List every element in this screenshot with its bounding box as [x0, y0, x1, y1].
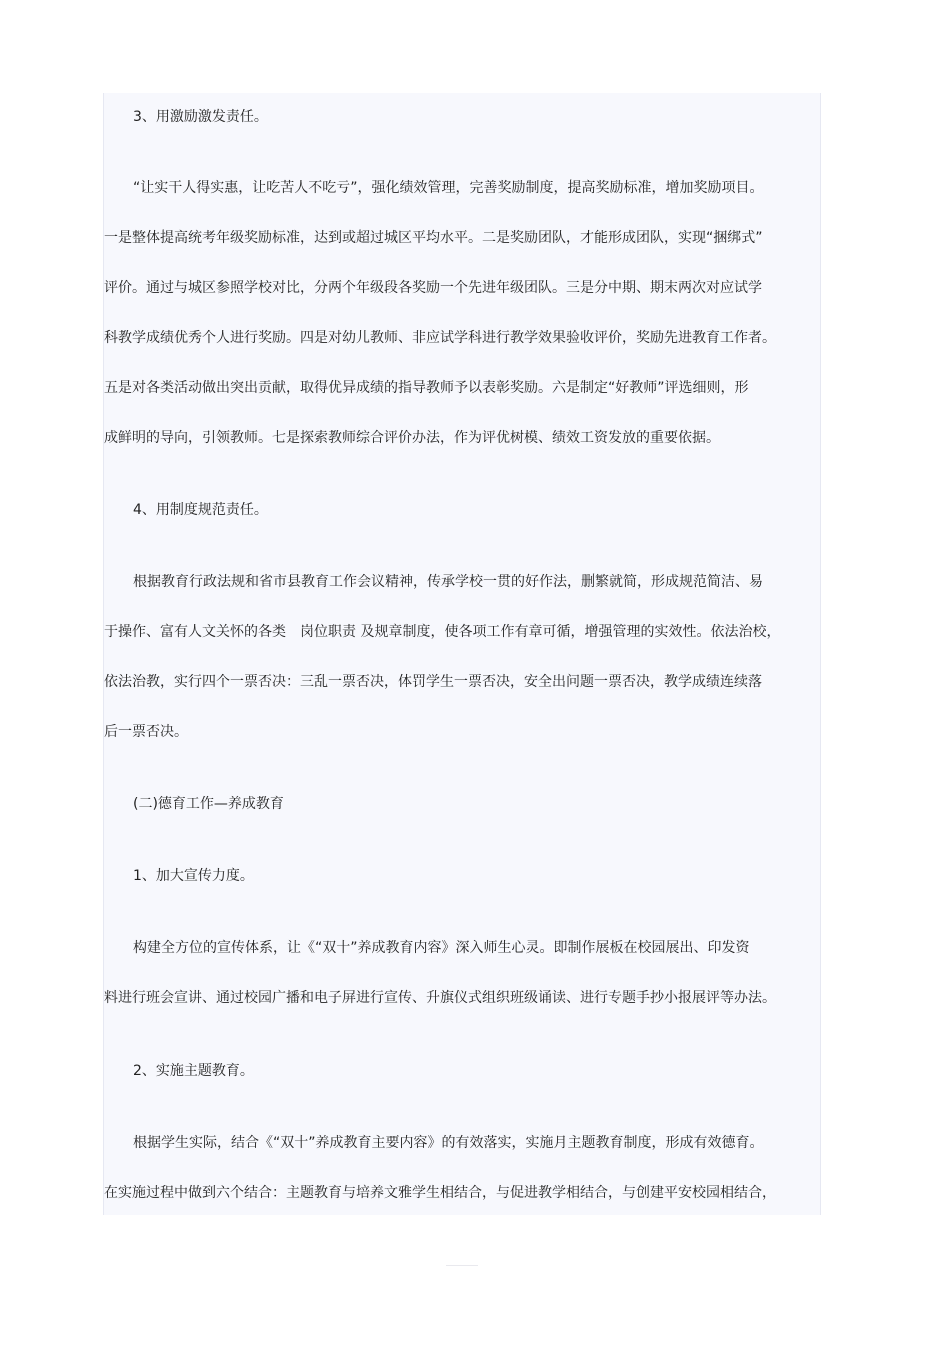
- paragraph-line: 依法治教，实行四个一票否决：三乱一票否决，体罚学生一票否决，安全出问题一票否决，教学成绩连续落: [104, 674, 762, 690]
- paragraph-line: 根据学生实际，结合《“双十”养成教育主要内容》的有效落实，实施月主题教育制度，形成有效德育。: [133, 1135, 764, 1151]
- paragraph-line: 构建全方位的宣传体系，让《“双十”养成教育内容》深入师生心灵。即制作展板在校园展出、印发资: [133, 940, 750, 956]
- page-footer-mark: [446, 1265, 478, 1266]
- section-heading-theme-education: 2、实施主题教育。: [133, 1063, 254, 1079]
- document-page: [103, 93, 821, 1215]
- paragraph-line: “让实干人得实惠，让吃苦人不吃亏”，强化绩效管理，完善奖励制度，提高奖励标准，增加奖励项目。: [133, 180, 764, 196]
- paragraph-line: 在实施过程中做到六个结合：主题教育与培养文雅学生相结合，与促进教学相结合，与创建平安校园相结合，: [104, 1185, 776, 1201]
- paragraph-line: 根据教育行政法规和省市县教育工作会议精神，传承学校一贯的好作法，删繁就简，形成规范简洁、易: [133, 574, 763, 590]
- paragraph-line: 一是整体提高统考年级奖励标准，达到或超过城区平均水平。二是奖励团队，才能形成团队，实现“捆绑式”: [104, 230, 763, 246]
- paragraph-line: 成鲜明的导向，引领教师。七是探索教师综合评价办法，作为评优树模、绩效工资发放的重要依据。: [104, 430, 720, 446]
- paragraph-line: 五是对各类活动做出突出贡献，取得优异成绩的指导教师予以表彰奖励。六是制定“好教师”评选细则，形: [104, 380, 749, 396]
- paragraph-line: 后一票否决。: [104, 724, 188, 740]
- paragraph-line: 料进行班会宣讲、通过校园广播和电子屏进行宣传、升旗仪式组织班级诵读、进行专题手抄小报展评等办法。: [104, 990, 776, 1006]
- paragraph-line: 评价。通过与城区参照学校对比，分两个年级段各奖励一个先进年级团队。三是分中期、期末两次对应试学: [104, 280, 762, 296]
- paragraph-line: 科教学成绩优秀个人进行奖励。四是对幼儿教师、非应试学科进行教学效果验收评价，奖励先进教育工作者。: [104, 330, 776, 346]
- section-heading-moral-education: (二)德育工作—养成教育: [133, 796, 284, 812]
- paragraph-line: 于操作、富有人文关怀的各类 岗位职责 及规章制度，使各项工作有章可循，增强管理的实效性。依法治校，: [104, 624, 781, 640]
- section-heading-regulation: 4、用制度规范责任。: [133, 502, 268, 518]
- section-heading-incentive: 3、用激励激发责任。: [133, 109, 268, 125]
- section-heading-publicity: 1、加大宣传力度。: [133, 868, 254, 884]
